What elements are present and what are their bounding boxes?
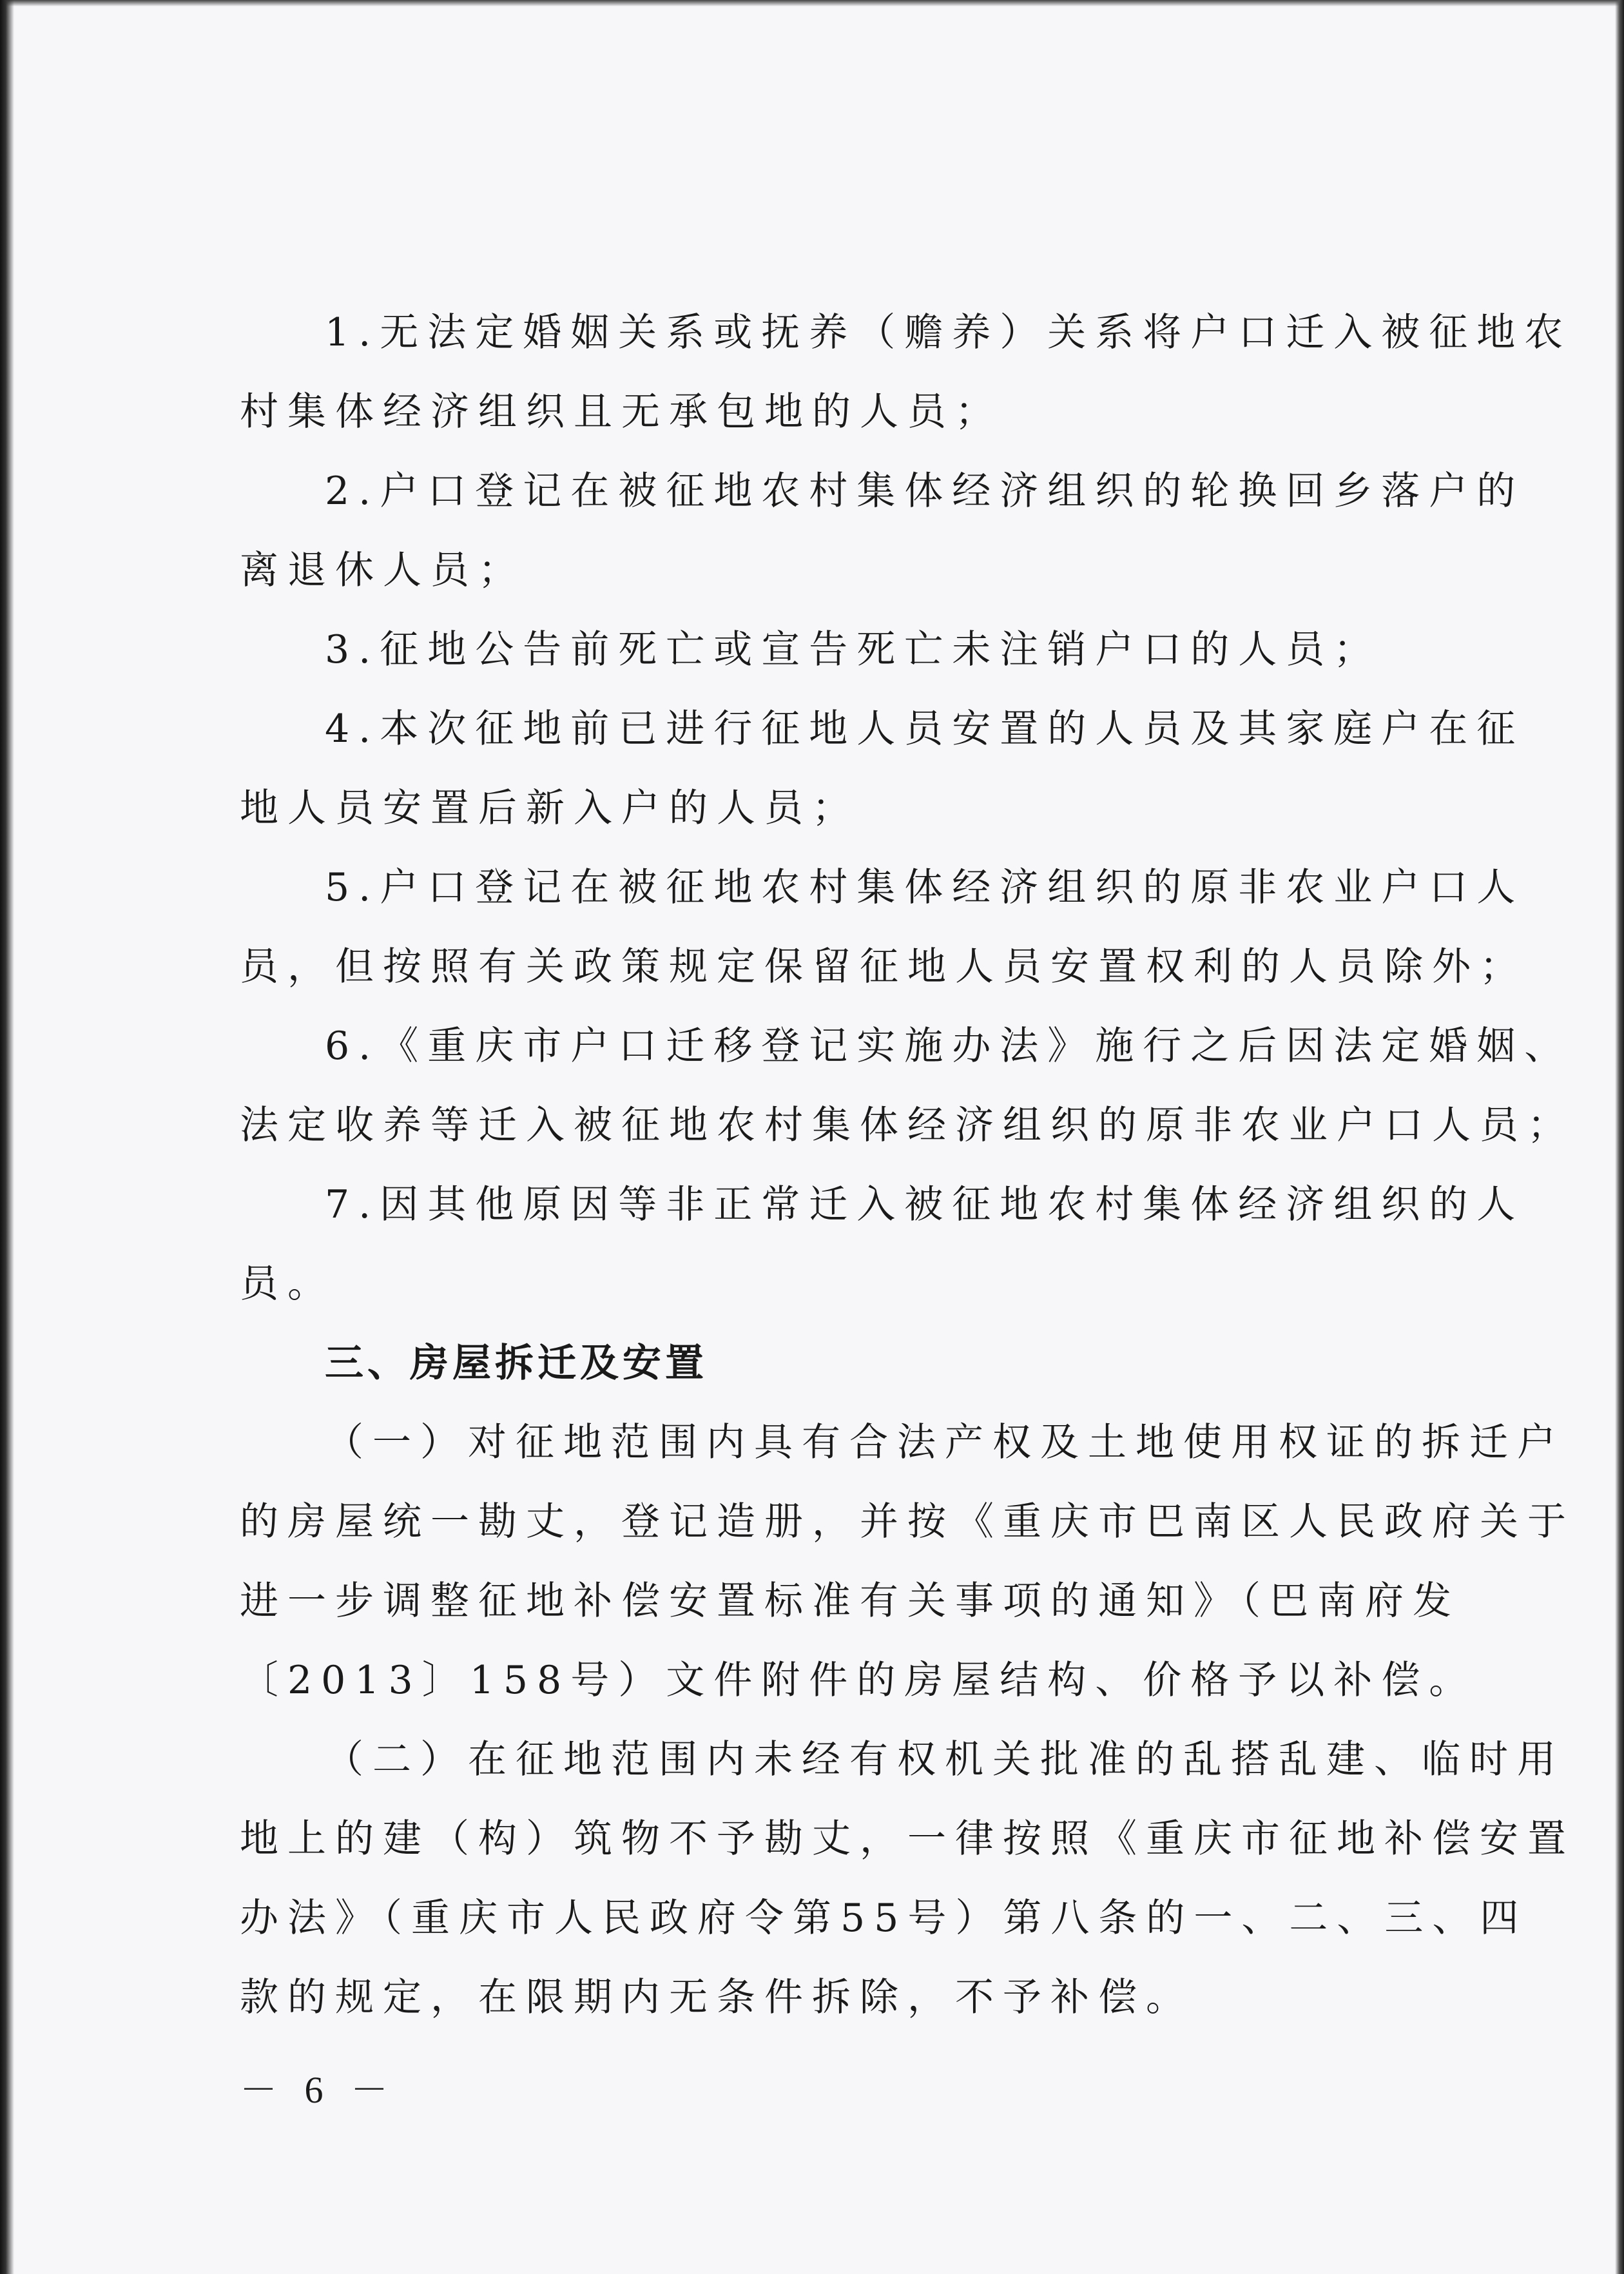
scan-edge-left [0,0,14,2274]
para-2-line-3: 办法》（重庆市人民政府令第55号）第八条的一、二、三、四 [240,1896,1528,1941]
page-number: － 6 － [240,2069,398,2111]
item-2-line-1: 2.户口登记在被征地农村集体经济组织的轮换回乡落户的 [325,469,1525,514]
scan-edge-top [0,0,1624,6]
item-4-line-1: 4.本次征地前已进行征地人员安置的人员及其家庭户在征 [325,706,1525,752]
para-2-line-2: 地上的建（构）筑物不予勘丈，一律按照《重庆市征地补偿安置 [240,1816,1575,1861]
para-2-line-4: 款的规定，在限期内无条件拆除，不予补偿。 [240,1975,1194,2020]
item-5-line-2: 员，但按照有关政策规定保留征地人员安置权利的人员除外； [240,944,1527,989]
para-1-line-3: 进一步调整征地补偿安置标准有关事项的通知》（巴南府发 [240,1579,1460,1624]
item-4-line-2: 地人员安置后新入户的人员； [240,786,860,831]
para-1-line-4: 〔2013〕158号）文件附件的房屋结构、价格予以补偿。 [240,1658,1477,1703]
item-2-line-2: 离退休人员； [240,548,526,593]
para-2-line-1: （二）在征地范围内未经有权机关批准的乱搭乱建、临时用 [325,1737,1565,1782]
section-heading: 三、房屋拆迁及安置 [325,1341,708,1386]
para-1-line-1: （一）对征地范围内具有合法产权及土地使用权证的拆迁户 [325,1420,1565,1465]
para-1-line-2: 的房屋统一勘丈，登记造册，并按《重庆市巴南区人民政府关于 [240,1499,1575,1544]
item-3-line-1: 3.征地公告前死亡或宣告死亡未注销户口的人员； [325,627,1382,672]
item-6-line-2: 法定收养等迁入被征地农村集体经济组织的原非农业户口人员； [240,1103,1575,1148]
scan-edge-right [1615,0,1624,2274]
item-7-line-1: 7.因其他原因等非正常迁入被征地农村集体经济组织的人 [325,1182,1525,1227]
item-7-line-2: 员。 [240,1261,335,1307]
body-text [240,293,1575,2037]
item-5-line-1: 5.户口登记在被征地农村集体经济组织的原非农业户口人 [325,865,1525,910]
item-1-line-1: 1.无法定婚姻关系或抚养（赡养）关系将户口迁入被征地农 [325,310,1572,355]
item-1-line-2: 村集体经济组织且无承包地的人员； [240,389,1003,434]
item-6-line-1: 6.《重庆市户口迁移登记实施办法》施行之后因法定婚姻、 [325,1024,1572,1069]
